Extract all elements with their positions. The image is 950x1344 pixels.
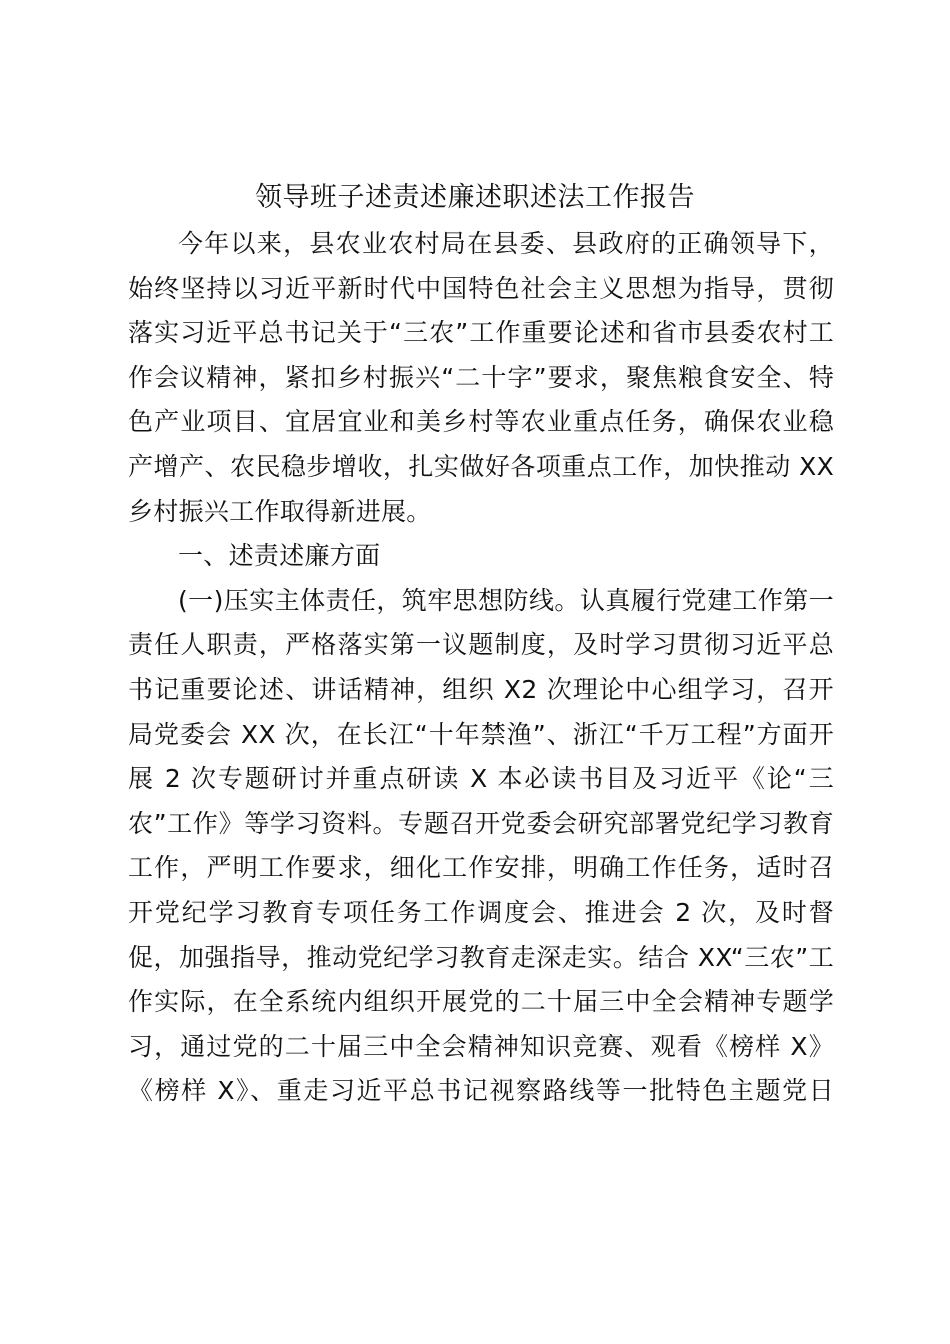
text-line: 展 2 次专题研讨并重点研读 X 本必读书目及习近平《论“三 — [128, 764, 834, 794]
text-line: 书记重要论述、讲话精神，组织 X2 次理论中心组学习，召开 — [128, 674, 834, 704]
document-body — [128, 222, 834, 1114]
text-line: 今年以来，县农业农村局在县委、县政府的正确领导下， — [178, 229, 834, 258]
text-line: 工作，严明工作要求，细化工作安排，明确工作任务，适时召 — [128, 853, 834, 883]
text-line: 《榜样 X》、重走习近平总书记视察路线等一批特色主题党日 — [128, 1076, 834, 1106]
text-line: 局党委会 XX 次，在长江“十年禁渔”、浙江“千万工程”方面开 — [128, 719, 834, 749]
text-line: 落实习近平总书记关于“三农”工作重要论述和省市县委农村工 — [128, 318, 834, 348]
text-line: 促，加强指导，推动党纪学习教育走深走实。结合 XX“三农”工 — [128, 942, 834, 972]
text-line: 作实际，在全系统内组织开展党的二十届三中全会精神专题学 — [128, 987, 834, 1017]
text-line: 开党纪学习教育专项任务工作调度会、推进会 2 次，及时督 — [128, 897, 834, 927]
text-line: 责任人职责，严格落实第一议题制度，及时学习贯彻习近平总 — [128, 630, 834, 660]
document-title: 领导班子述责述廉述职述法工作报告 — [255, 182, 695, 213]
text-line: 始终坚持以习近平新时代中国特色社会主义思想为指导，贯彻 — [128, 273, 834, 303]
text-line: 农”工作》等学习资料。专题召开党委会研究部署党纪学习教育 — [128, 808, 834, 838]
text-line: 习，通过党的二十届三中全会精神知识竞赛、观看《榜样 X》 — [128, 1031, 834, 1061]
subsection-line: (一)压实主体责任，筑牢思想防线。认真履行党建工作第一 — [178, 585, 834, 615]
text-line: 乡村振兴工作取得新进展。 — [128, 496, 432, 526]
section-heading: 一、述责述廉方面 — [178, 541, 381, 571]
text-line: 色产业项目、宜居宜业和美乡村等农业重点任务，确保农业稳 — [128, 407, 834, 437]
text-line: 产增产、农民稳步增收，扎实做好各项重点工作，加快推动 XX — [128, 451, 834, 481]
text-line: 作会议精神，紧扣乡村振兴“二十字”要求，聚焦粮食安全、特 — [128, 362, 834, 392]
